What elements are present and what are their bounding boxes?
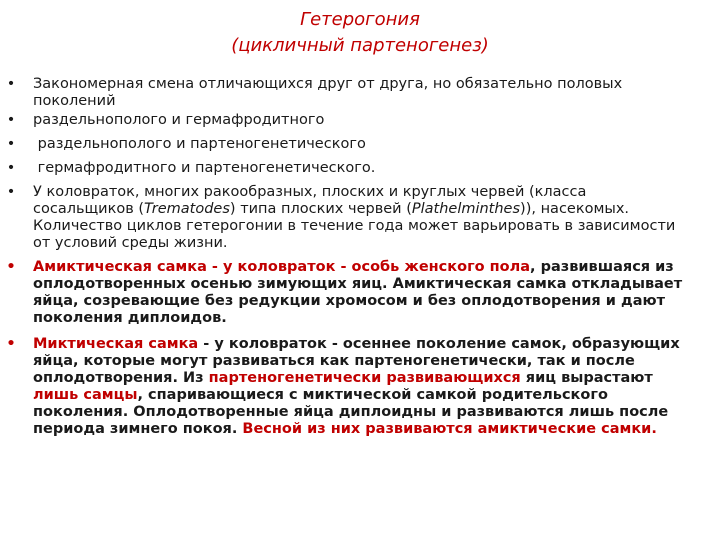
- item-text-part: ) типа плоских червей (: [229, 201, 412, 217]
- bullet-list: [0, 76, 720, 438]
- bullet-icon: •: [6, 336, 16, 352]
- highlight-term: лишь самцы: [33, 387, 138, 403]
- latin-term: Plathelminthes: [411, 201, 521, 217]
- list-item: [0, 136, 688, 153]
- list-item: [0, 112, 688, 129]
- item-text-part: , развившаяся из оплодотворенных осенью зимующих яиц. Амиктическая самка откладывает яйца, созревающие без редукции хромосом и без оплодотворения и дают поколения диплоидов.: [33, 259, 683, 326]
- list-item: [0, 259, 688, 327]
- list-item: [0, 184, 688, 252]
- bullet-icon: •: [6, 136, 16, 152]
- item-text: Закономерная смена отличающихся друг от друга, но обязательно половых поколений: [33, 76, 623, 109]
- list-item: [0, 336, 688, 438]
- latin-term: Trematodes: [144, 201, 230, 217]
- bullet-icon: •: [6, 184, 16, 200]
- item-text: гермафродитного и партеногенетического.: [33, 160, 376, 176]
- slide-title: Гетерогония: [300, 9, 420, 30]
- item-text: раздельнополого и гермафродитного: [33, 112, 325, 128]
- highlight-term: Амиктическая самка - у коловраток - особь женского пола: [33, 259, 531, 275]
- item-text: раздельнополого и партеногенетического: [33, 136, 366, 152]
- list-item: [0, 160, 688, 177]
- item-text-part: яиц вырастают: [520, 370, 653, 386]
- item-text-part: , спаривающиеся с миктической самкой родительского поколения. Оплодотворенные яйца диплоидны и развиваются лишь после периода зимнего покоя.: [33, 387, 669, 437]
- highlight-term: Миктическая самка: [33, 336, 199, 352]
- slide-subtitle: (цикличный партеногенез): [231, 35, 489, 56]
- bullet-icon: •: [6, 112, 16, 128]
- list-item: [0, 76, 688, 110]
- highlight-term: партеногенетически развивающихся: [208, 370, 521, 386]
- bullet-icon: •: [6, 160, 16, 176]
- item-text-part: У коловраток, многих ракообразных, плоских и круглых червей (класса сосальщиков (: [33, 184, 587, 217]
- bullet-icon: •: [6, 76, 16, 92]
- bullet-icon: •: [6, 259, 16, 275]
- highlight-term: Весной из них развиваются амиктические самки.: [242, 421, 657, 437]
- item-text-part: )), насекомых. Количество циклов гетерогонии в течение года может варьировать в зависимости от условий среды жизни.: [33, 201, 676, 251]
- item-text-part: - у коловраток - осеннее поколение самок, образующих яйца, которые могут развиваться как партеногенетически, так и после оплодотворения. Из: [33, 336, 680, 386]
